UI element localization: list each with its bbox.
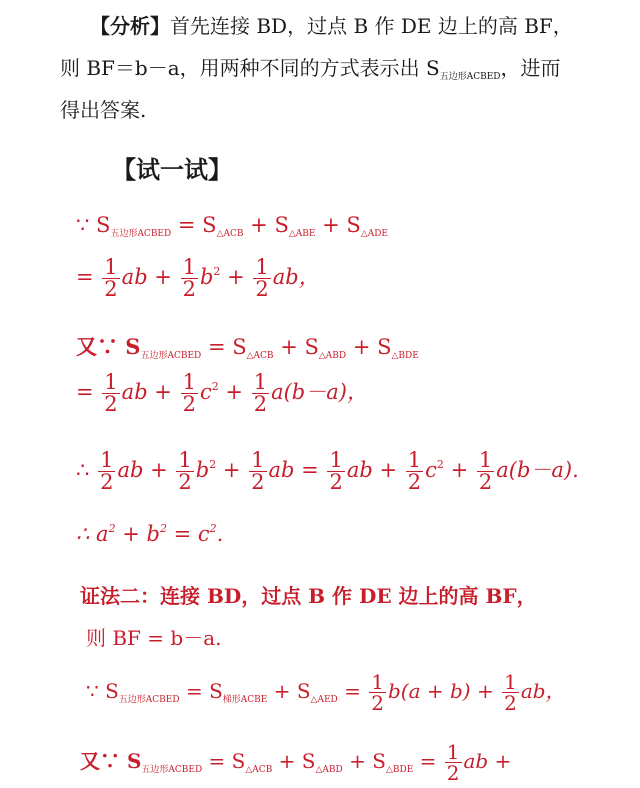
r6-mid: + b [115,522,160,546]
r2-t3: + [220,265,245,289]
r7-sub1: 梯形ACBE [222,695,268,705]
r2-frac-1: $\frac{1}{2}$ [104,255,118,301]
proof-row-6 [76,522,223,546]
r4-t1: ab + [121,380,172,404]
r5-t8: a(b－a). [496,458,579,482]
r4-t2-sup: 2 [211,380,219,393]
r2-frac-2: $\frac{1}{2}$ [182,255,196,301]
r2-t2: b [199,265,214,289]
analysis-line-1 [90,10,573,39]
r8-sub0: 五边形ACBED [141,765,203,775]
r8-sub1: △ACB [245,765,273,775]
analysis-text-3: 得出答案. [60,98,147,122]
r7-t1: b(a + b) + [387,679,494,703]
method2-line-1: 证法二：连接 BD，过点 B 作 DE 边上的高 BF， [80,584,537,608]
r7-eq2: = [337,679,361,703]
r5-frac-3: $\frac{1}{2}$ [251,448,265,494]
r7-frac-2: $\frac{1}{2}$ [504,670,517,715]
r1-sub0: 五边形ACBED [110,229,172,239]
r2-frac-3: $\frac{1}{2}$ [255,255,269,301]
r5-frac-6: $\frac{1}{2}$ [478,448,493,494]
try-it-title: 【试一试】 [112,156,232,184]
r5-t4: ab = [268,458,319,482]
r6-dot: . [216,522,224,546]
analysis-line-2 [60,52,561,82]
r7-eq: = S [179,679,223,703]
r5-frac-2: $\frac{1}{2}$ [178,448,192,494]
r3-pre: 又∵ S [76,334,141,359]
r4-t3: + [218,380,244,404]
proof-row-8 [80,742,511,783]
r1-eq: = S [171,213,217,237]
proof-row-3 [76,331,419,361]
r4-pre: = [76,380,94,404]
r8-t1: ab + [463,749,512,773]
r6-end: = c [166,522,210,546]
r3-sub3: △BDE [391,351,419,361]
r1-plus1: + S [243,213,289,237]
r4-frac-1: $\frac{1}{2}$ [104,370,118,416]
r8-sub3: △BDE [385,765,414,775]
r2-t4: ab， [272,265,320,289]
r5-frac-4: $\frac{1}{2}$ [329,448,343,494]
r1-sub2: △ABE [288,229,316,239]
r4-t4: a(b－a)， [271,380,368,404]
r7-plus1: + S [267,679,311,703]
r3-sub2: △ABD [318,351,347,361]
r5-t2-sup: 2 [209,458,217,471]
r6-pre: ∴ a [76,522,109,546]
r7-t2: ab， [520,679,566,703]
r7-frac-1: $\frac{1}{2}$ [371,670,384,715]
analysis-line-3 [60,94,146,123]
r5-pre: ∴ [76,458,90,482]
r1-sub3: △ADE [360,229,389,239]
r6-sup2: 2 [159,522,167,535]
r5-t1: ab + [117,458,168,482]
proof-row-2 [76,257,320,300]
r4-frac-3: $\frac{1}{2}$ [253,370,268,416]
r4-t2: c [199,380,212,404]
r1-plus2: + S [315,213,361,237]
r8-eq: = S [202,749,246,773]
r5-t6-sup: 2 [436,458,444,471]
r5-t2: b [195,458,210,482]
r5-t7: + [443,458,469,482]
r3-plus1: + S [273,335,319,359]
r7-sub2: △AED [310,695,338,705]
proof-row-4 [76,372,368,415]
r2-t1: ab + [121,265,172,289]
r5-frac-5: $\frac{1}{2}$ [407,448,422,494]
r3-plus2: + S [346,335,392,359]
r8-sub2: △ABD [315,765,343,775]
r8-eq2: = [413,749,437,773]
analysis-subscript: 五边形ACBED [439,72,501,82]
r8-frac-1: $\frac{1}{2}$ [446,740,460,785]
r5-t3: + [216,458,241,482]
r8-pre: 又∵ S [80,749,142,773]
r2-pre: = [76,265,94,289]
r7-sub0: 五边形ACBED [118,695,180,705]
r1-pre: ∵ S [76,213,111,237]
r3-eq: = S [201,335,247,359]
analysis-text-1: 首先连接 BD，过点 B 作 DE 边上的高 BF， [170,14,573,38]
r2-t2-sup: 2 [213,265,221,278]
r3-sub0: 五边形ACBED [140,351,202,361]
r1-sub1: △ACB [216,229,244,239]
r8-plus1: + S [272,749,316,773]
r6-sup3: 2 [209,522,217,535]
r8-plus2: + S [342,749,386,773]
proof-row-5 [76,450,579,493]
r3-sub1: △ACB [246,351,274,361]
r7-pre: ∵ S [86,679,119,703]
method2-line-2: 则 BF = b－a. [86,626,222,650]
analysis-tag: 【分析】 [90,14,170,38]
r5-frac-1: $\frac{1}{2}$ [100,448,114,494]
analysis-text-2b: ，进而 [500,56,561,80]
proof-row-1 [76,213,388,239]
r5-t5: ab + [346,458,398,482]
analysis-text-2a: 则 BF＝b－a，用两种不同的方式表示出 S [60,56,440,80]
r4-frac-2: $\frac{1}{2}$ [182,370,196,416]
proof-row-7 [86,672,566,713]
r5-t6: c [425,458,437,482]
r6-sup1: 2 [108,522,116,535]
